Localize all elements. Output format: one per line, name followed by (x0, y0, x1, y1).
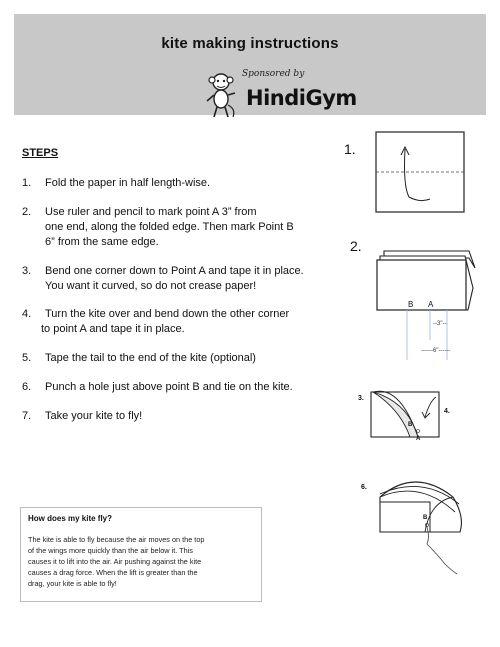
diagram-6-number: 6. (361, 484, 367, 491)
step-number: 4. (22, 308, 32, 320)
step-text (45, 351, 335, 366)
step-text (45, 264, 335, 294)
step-text (45, 176, 335, 191)
info-line: drag, your kite is able to fly! (28, 579, 117, 588)
brand-logo-text: HindiGym (246, 86, 357, 110)
diagram-2-label-b: B (408, 300, 414, 309)
step-line: Turn the kite over and bend down the other corner (45, 308, 290, 320)
diagram-1-fold-paper (375, 131, 465, 213)
diagram-3-bent-corner (370, 387, 442, 443)
step-line: You want it curved, so do not crease paper! (45, 280, 257, 292)
step-line: Tape the tail to the end of the kite (optional) (45, 352, 256, 364)
step-number: 5. (22, 352, 32, 364)
step-line: Use ruler and pencil to mark point A 3” from (45, 206, 257, 218)
header-banner (14, 14, 486, 115)
step-text (45, 409, 335, 424)
diagram-2-measure-6in: ------6"------ (421, 348, 451, 354)
step-number: 1. (22, 177, 32, 189)
step-line: to point A and tape it in place. (41, 323, 185, 335)
step-text (45, 380, 335, 395)
step-line: Fold the paper in half length-wise. (45, 177, 211, 189)
diagram-2-label-a: A (428, 300, 434, 309)
diagram-4-number: 4. (444, 408, 450, 415)
step-number: 2. (22, 206, 32, 218)
info-title: How does my kite fly? (28, 514, 113, 523)
diagram-3-number: 3. (358, 395, 364, 402)
step-number: 7. (22, 410, 32, 422)
info-line: The kite is able to fly because the air moves on the top (28, 535, 205, 544)
step-number: 3. (22, 265, 32, 277)
diagram-3-label-a: A (416, 436, 421, 442)
info-box-how-kite-flies (20, 507, 262, 602)
steps-heading: STEPS (22, 147, 59, 159)
step-line: Take your kite to fly! (45, 410, 143, 422)
diagram-2-measure-3in: --3"-- (433, 321, 447, 327)
info-body (28, 534, 258, 589)
diagram-3-label-b: B (408, 422, 413, 428)
monkey-mascot-icon (204, 71, 238, 119)
diagram-1-number: 1. (344, 141, 356, 157)
step-line: one end, along the folded edge. Then mark Point B (45, 221, 294, 233)
info-line: of the wings more quickly than the air below it. This (28, 546, 193, 555)
diagram-6-finished-kite (375, 472, 465, 578)
info-line: causes it to lift into the air. Air pushing against the kite (28, 557, 202, 566)
step-line: 6” from the same edge. (45, 236, 159, 248)
diagram-6-label-b: B (423, 515, 428, 521)
step-text (41, 307, 335, 337)
page-title: kite making instructions (161, 35, 339, 52)
diagram-2-number: 2. (350, 238, 362, 254)
step-line: Punch a hole just above point B and tie on the kite. (45, 381, 293, 393)
info-line: causes a drag force. When the lift is greater than the (28, 568, 198, 577)
step-line: Bend one corner down to Point A and tape it in place. (45, 265, 304, 277)
diagram-2-marked-paper (376, 250, 476, 360)
step-number: 6. (22, 381, 32, 393)
sponsored-by-label: Sponsored by (242, 69, 305, 79)
step-text (45, 205, 335, 250)
